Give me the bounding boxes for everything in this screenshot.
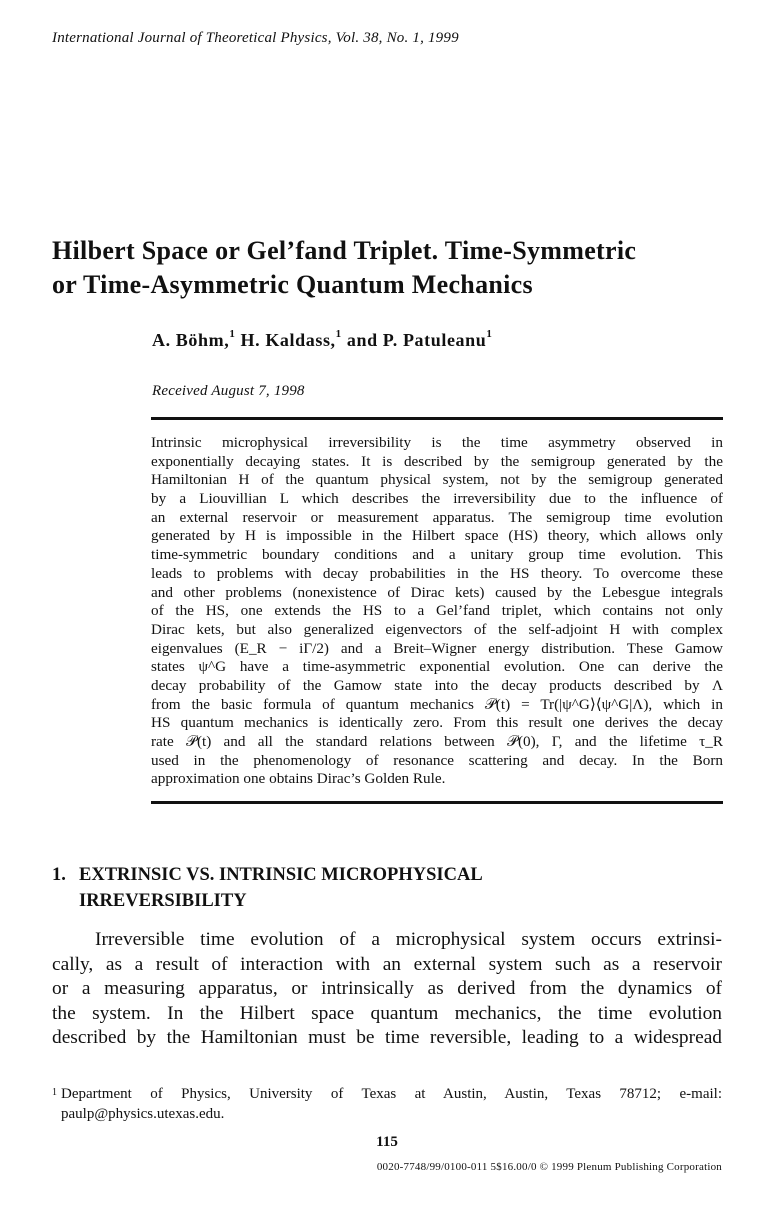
author-name: and P. Patuleanu [346, 330, 487, 350]
abstract-line: used in the phenomenology of resonance scattering and decay. In the Born [151, 751, 723, 769]
author-name: H. Kaldass, [240, 330, 336, 350]
title-line-2: or Time-Asymmetric Quantum Mechanics [52, 270, 533, 299]
abstract-line: an external reservoir or measurement apparatus. The semigroup time evolution [151, 508, 723, 526]
body-paragraph [52, 928, 722, 1051]
footnote-marker: 1 [52, 1087, 57, 1098]
abstract-line: time-symmetric boundary conditions and a unitary group time evolution. This [151, 546, 723, 564]
abstract-line: HS quantum mechanics is identically zero. From this result one derives the decay [151, 714, 723, 732]
abstract-line: rate 𝒫(t) and all the standard relations between 𝒫(0), Γ, and the lifetime τ_R [151, 733, 723, 750]
abstract [151, 434, 723, 789]
abstract-bottom-rule [151, 801, 723, 804]
abstract-line: eigenvalues (E_R − iΓ/2) and a Breit–Wigner energy distribution. These Gamow [151, 639, 723, 657]
abstract-line: Hamiltonian H of the quantum physical system, not by the semigroup generated [151, 471, 723, 489]
body-line: cally, as a result of interaction with an external system such as a reservoir [52, 953, 722, 975]
section-title-line-2: IRREVERSIBILITY [79, 891, 247, 911]
abstract-line: exponentially decaying states. It is described by the semigroup generated by the [151, 452, 723, 470]
section-title-line-1: EXTRINSIC VS. INTRINSIC MICROPHYSICAL [79, 865, 483, 885]
section-number: 1. [52, 865, 66, 885]
abstract-line: states ψ^G have a time-asymmetric exponential evolution. One can derive the [151, 658, 723, 676]
footnote [52, 1084, 722, 1124]
footnote-line: Department of Physics, University of Texas at Austin, Austin, Texas 78712; e-mail: [61, 1086, 722, 1102]
received-date: Received August 7, 1998 [152, 383, 305, 399]
body-line: or a measuring apparatus, or intrinsically as derived from the dynamics of [52, 978, 722, 999]
author-list [152, 330, 492, 351]
abstract-line: and other problems (nonexistence of Dirac kets) caused by the Lebesgue integrals [151, 583, 723, 601]
journal-header: International Journal of Theoretical Physics, Vol. 38, No. 1, 1999 [52, 30, 459, 46]
abstract-top-rule [151, 417, 723, 420]
body-line: the system. In the Hilbert space quantum mechanics, the time evolution [52, 1002, 722, 1024]
abstract-line: leads to problems with decay probabilities in the HS theory. To overcome these [151, 564, 723, 582]
abstract-line: decay probability of the Gamow state into the decay products described by Λ [151, 676, 723, 694]
abstract-line: by a Liouvillian L which describes the irreversibility due to the influence of [151, 490, 723, 508]
body-line: described by the Hamiltonian must be time reversible, leading to a widespread [52, 1027, 722, 1048]
affiliation-marker: 1 [335, 328, 342, 340]
affiliation-marker: 1 [229, 328, 236, 340]
abstract-line: from the basic formula of quantum mechanics 𝒫(t) = Tr(|ψ^G⟩⟨ψ^G|Λ), which in [151, 695, 723, 713]
author-name: A. Böhm, [152, 330, 230, 350]
footnote-email[interactable]: paulp@physics.utexas.edu. [61, 1106, 225, 1122]
paper-title [52, 234, 732, 302]
title-line-1: Hilbert Space or Gel’fand Triplet. Time-Symmetric [52, 236, 637, 265]
abstract-line: of the HS, one extends the HS to a Gel’fand triplet, which contains not only [151, 602, 723, 620]
page-number: 115 [376, 1134, 398, 1150]
abstract-line: Dirac kets, but also generalized eigenvectors of the self-adjoint H with complex [151, 620, 723, 638]
copyright-line: 0020-7748/99/0100-011 5$16.00/0 © 1999 Plenum Publishing Corporation [376, 1161, 722, 1173]
abstract-line: Intrinsic microphysical irreversibility is the time asymmetry observed in [151, 434, 723, 451]
abstract-line: generated by H is impossible in the Hilbert space (HS) theory, which allows only [151, 527, 723, 545]
abstract-line: approximation one obtains Dirac’s Golden Rule. [151, 770, 446, 788]
body-line: Irreversible time evolution of a microphysical system occurs extrinsi- [95, 929, 722, 950]
affiliation-marker: 1 [486, 328, 493, 340]
